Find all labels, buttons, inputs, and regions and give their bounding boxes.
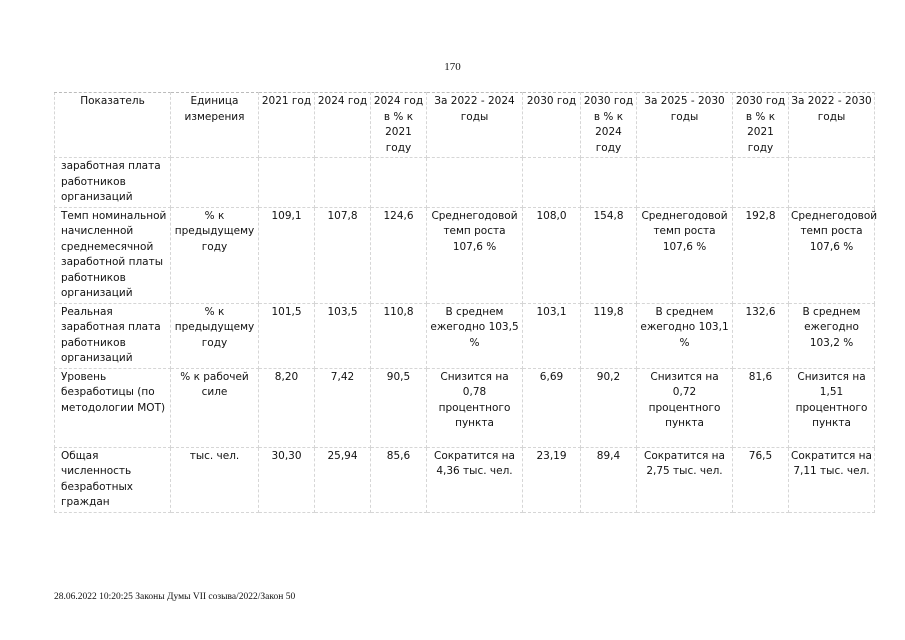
- row-value-2030-pct-2021: 81,6: [733, 368, 789, 447]
- row-unit: [171, 158, 259, 208]
- row-value-2024-pct: 90,5: [371, 368, 427, 447]
- col-header-2022-2024: За 2022 - 2024 годы: [427, 93, 523, 158]
- table-row: [55, 158, 875, 208]
- col-header-2022-2030: За 2022 - 2030 годы: [789, 93, 875, 158]
- row-value-2030-pct-2024: [581, 158, 637, 208]
- row-value-2030-pct-2021: [733, 158, 789, 208]
- row-value-2024-pct: 110,8: [371, 303, 427, 368]
- indicators-table-container: [54, 92, 878, 513]
- row-indicator-name: Уровень безработицы (по методологии МОТ): [55, 368, 171, 447]
- col-header-2021: 2021 год: [259, 93, 315, 158]
- row-desc-2025-2030: [637, 158, 733, 208]
- col-header-2030: 2030 год: [523, 93, 581, 158]
- col-header-2030-pct-2024: 2030 год в % к 2024 году: [581, 93, 637, 158]
- row-desc-2022-2030: В среднем ежегодно 103,2 %: [789, 303, 875, 368]
- row-desc-2025-2030: Среднегодовой темп роста 107,6 %: [637, 207, 733, 303]
- row-desc-2022-2024: Сократится на 4,36 тыс. чел.: [427, 447, 523, 512]
- row-value-2024: 7,42: [315, 368, 371, 447]
- col-header-2025-2030: За 2025 - 2030 годы: [637, 93, 733, 158]
- page-number: 170: [444, 61, 461, 73]
- indicators-table: [54, 92, 878, 513]
- row-desc-2025-2030: В среднем ежегодно 103,1 %: [637, 303, 733, 368]
- row-value-2030-pct-2024: 89,4: [581, 447, 637, 512]
- row-value-2024: [315, 158, 371, 208]
- row-value-2030-pct-2024: 119,8: [581, 303, 637, 368]
- row-value-2030-pct-2021: 76,5: [733, 447, 789, 512]
- row-value-2030: 103,1: [523, 303, 581, 368]
- row-value-2024: 25,94: [315, 447, 371, 512]
- row-desc-2022-2030: Снизится на 1,51 процентного пункта: [789, 368, 875, 447]
- row-desc-2022-2030: Сократится на 7,11 тыс. чел.: [789, 447, 875, 512]
- col-header-2030-pct-2021: 2030 год в % к 2021 году: [733, 93, 789, 158]
- row-value-2021: 8,20: [259, 368, 315, 447]
- row-desc-2025-2030: Сократится на 2,75 тыс. чел.: [637, 447, 733, 512]
- row-value-2021: 109,1: [259, 207, 315, 303]
- document-footer-stamp: 28.06.2022 10:20:25 Законы Думы VII созыва/2022/Закон 50: [54, 592, 296, 602]
- row-value-2021: 30,30: [259, 447, 315, 512]
- row-unit: % к предыдущему году: [171, 207, 259, 303]
- row-value-2030-pct-2021: 192,8: [733, 207, 789, 303]
- row-desc-2022-2024: [427, 158, 523, 208]
- row-desc-2022-2030: [789, 158, 875, 208]
- row-indicator-name: заработная плата работников организаций: [55, 158, 171, 208]
- row-value-2024: 107,8: [315, 207, 371, 303]
- row-value-2021: 101,5: [259, 303, 315, 368]
- row-value-2021: [259, 158, 315, 208]
- row-desc-2022-2024: Среднегодовой темп роста 107,6 %: [427, 207, 523, 303]
- row-unit: тыс. чел.: [171, 447, 259, 512]
- row-value-2024-pct: 124,6: [371, 207, 427, 303]
- row-indicator-name: Темп номинальной начисленной среднемесячной заработной платы работников организаций: [55, 207, 171, 303]
- row-value-2030: [523, 158, 581, 208]
- table-header-row: [55, 93, 875, 158]
- col-header-indicator: Показатель: [55, 93, 171, 158]
- row-desc-2025-2030: Снизится на 0,72 процентного пункта: [637, 368, 733, 447]
- row-value-2024-pct: [371, 158, 427, 208]
- row-unit: % к предыдущему году: [171, 303, 259, 368]
- row-desc-2022-2030: Среднегодовой темп роста 107,6 %: [789, 207, 875, 303]
- row-unit: % к рабочей силе: [171, 368, 259, 447]
- row-value-2030-pct-2024: 154,8: [581, 207, 637, 303]
- col-header-unit: Единица измерения: [171, 93, 259, 158]
- row-value-2024-pct: 85,6: [371, 447, 427, 512]
- row-value-2030-pct-2024: 90,2: [581, 368, 637, 447]
- row-value-2030: 23,19: [523, 447, 581, 512]
- table-row: [55, 303, 875, 368]
- row-desc-2022-2024: В среднем ежегодно 103,5 %: [427, 303, 523, 368]
- row-desc-2022-2024: Снизится на 0,78 процентного пункта: [427, 368, 523, 447]
- row-value-2024: 103,5: [315, 303, 371, 368]
- row-indicator-name: Реальная заработная плата работников организаций: [55, 303, 171, 368]
- row-value-2030: 108,0: [523, 207, 581, 303]
- row-value-2030: 6,69: [523, 368, 581, 447]
- row-indicator-name: Общая численность безработных граждан: [55, 447, 171, 512]
- table-row: [55, 207, 875, 303]
- table-row: [55, 447, 875, 512]
- col-header-2024: 2024 год: [315, 93, 371, 158]
- col-header-2024-pct: 2024 год в % к 2021 году: [371, 93, 427, 158]
- table-row: [55, 368, 875, 447]
- row-value-2030-pct-2021: 132,6: [733, 303, 789, 368]
